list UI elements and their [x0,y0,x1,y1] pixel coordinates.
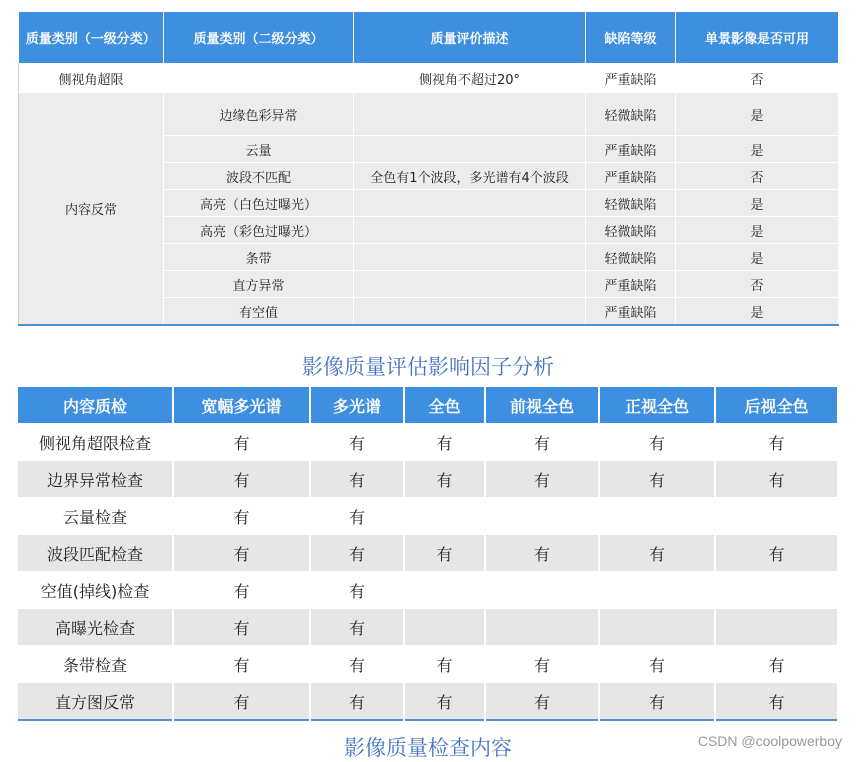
cell-availability: 有 [599,535,715,572]
cell-availability [485,609,599,646]
cell-availability: 有 [173,683,310,721]
cell-availability: 有 [404,535,485,572]
watermark: CSDN @coolpowerboy [697,733,842,749]
cell-availability: 有 [599,646,715,683]
cell-usable: 否 [676,64,839,93]
cell-defect-level: 轻微缺陷 [586,244,676,271]
cell-usable: 是 [676,136,839,163]
cell-description [354,190,586,217]
quality-category-table [18,12,839,326]
cell-category-level2: 边缘色彩异常 [164,93,354,136]
cell-description: 全色有1个波段，多光谱有4个波段 [354,163,586,190]
header-content-inspection: 内容质检 [18,387,173,424]
cell-availability [404,498,485,535]
table-row [19,64,839,93]
cell-availability [715,572,838,609]
header-scene-usable: 单景影像是否可用 [676,12,839,64]
cell-availability: 有 [599,683,715,721]
cell-inspection-item: 直方图反常 [18,683,173,721]
cell-inspection-item: 条带检查 [18,646,173,683]
cell-availability: 有 [173,609,310,646]
cell-usable: 否 [676,271,839,298]
cell-usable: 是 [676,93,839,136]
cell-availability: 有 [485,424,599,461]
cell-defect-level: 轻微缺陷 [586,190,676,217]
cell-category-level2: 高亮（白色过曝光） [164,190,354,217]
table-row [18,498,838,535]
cell-inspection-item: 侧视角超限检查 [18,424,173,461]
cell-availability: 有 [310,609,404,646]
cell-availability [599,572,715,609]
quality-inspection-table [18,387,839,721]
header-backward-pan: 后视全色 [715,387,838,424]
cell-usable: 否 [676,163,839,190]
cell-defect-level: 轻微缺陷 [586,217,676,244]
cell-availability: 有 [485,535,599,572]
cell-availability: 有 [404,461,485,498]
cell-category-level2: 直方异常 [164,271,354,298]
cell-category-level1: 侧视角超限 [19,64,164,93]
header-category-level1: 质量类别（一级分类） [19,12,164,64]
cell-availability: 有 [310,535,404,572]
header-quality-description: 质量评价描述 [354,12,586,64]
header-wide-multispectral: 宽幅多光谱 [173,387,310,424]
cell-category-level2: 云量 [164,136,354,163]
cell-availability [485,498,599,535]
cell-inspection-item: 云量检查 [18,498,173,535]
cell-availability: 有 [310,683,404,721]
header-nadir-pan: 正视全色 [599,387,715,424]
cell-group-content-anomaly: 内容反常 [19,93,164,326]
table-header-row [19,12,839,64]
cell-description [354,244,586,271]
cell-availability: 有 [173,498,310,535]
cell-availability: 有 [404,646,485,683]
cell-category-level2: 波段不匹配 [164,163,354,190]
cell-availability: 有 [173,424,310,461]
cell-inspection-item: 空值(掉线)检查 [18,572,173,609]
header-multispectral: 多光谱 [310,387,404,424]
cell-inspection-item: 边界异常检查 [18,461,173,498]
cell-availability: 有 [715,683,838,721]
cell-defect-level: 严重缺陷 [586,271,676,298]
cell-availability [404,572,485,609]
header-panchromatic: 全色 [404,387,485,424]
cell-usable: 是 [676,190,839,217]
cell-category-level2 [164,64,354,93]
table-row [18,461,838,498]
cell-description [354,93,586,136]
cell-availability: 有 [173,461,310,498]
cell-availability: 有 [310,498,404,535]
cell-description [354,271,586,298]
cell-availability: 有 [715,535,838,572]
cell-description [354,136,586,163]
cell-description [354,298,586,326]
cell-usable: 是 [676,244,839,271]
cell-availability [485,572,599,609]
table-row [18,572,838,609]
cell-description [354,217,586,244]
cell-defect-level: 严重缺陷 [586,298,676,326]
cell-defect-level: 轻微缺陷 [586,93,676,136]
cell-availability: 有 [599,424,715,461]
cell-inspection-item: 波段匹配检查 [18,535,173,572]
cell-inspection-item: 高曝光检查 [18,609,173,646]
table-row [18,609,838,646]
cell-availability: 有 [404,683,485,721]
header-defect-level: 缺陷等级 [586,12,676,64]
cell-availability [404,609,485,646]
cell-availability: 有 [310,424,404,461]
cell-category-level2: 高亮（彩色过曝光） [164,217,354,244]
cell-availability: 有 [310,646,404,683]
cell-availability: 有 [485,683,599,721]
cell-availability: 有 [310,572,404,609]
header-category-level2: 质量类别（二级分类） [164,12,354,64]
cell-defect-level: 严重缺陷 [586,64,676,93]
cell-availability [715,498,838,535]
table-row [18,683,838,721]
cell-defect-level: 严重缺陷 [586,163,676,190]
table-header-row [18,387,838,424]
table-row [18,646,838,683]
cell-availability: 有 [715,646,838,683]
cell-usable: 是 [676,298,839,326]
cell-category-level2: 条带 [164,244,354,271]
cell-availability: 有 [485,646,599,683]
table1-caption: 影像质量评估影响因子分析 [302,355,554,379]
cell-availability: 有 [599,461,715,498]
cell-availability: 有 [310,461,404,498]
cell-category-level2: 有空值 [164,298,354,326]
cell-availability [715,609,838,646]
table-row [19,93,839,136]
cell-availability: 有 [173,572,310,609]
cell-usable: 是 [676,217,839,244]
table-row [18,535,838,572]
cell-availability: 有 [404,424,485,461]
table-row [18,424,838,461]
cell-availability: 有 [715,461,838,498]
cell-availability [599,609,715,646]
cell-availability: 有 [173,535,310,572]
table2-caption: 影像质量检查内容 [344,736,512,760]
cell-availability: 有 [485,461,599,498]
cell-availability: 有 [173,646,310,683]
header-forward-pan: 前视全色 [485,387,599,424]
cell-availability [599,498,715,535]
cell-availability: 有 [715,424,838,461]
cell-description: 侧视角不超过20° [354,64,586,93]
cell-defect-level: 严重缺陷 [586,136,676,163]
